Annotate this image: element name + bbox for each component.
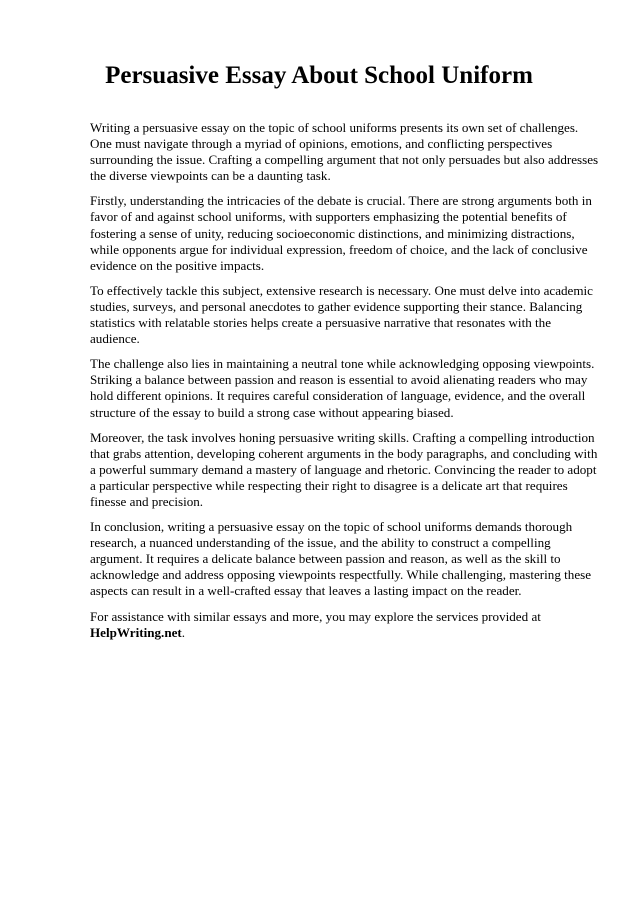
page-title: Persuasive Essay About School Uniform — [105, 62, 533, 89]
essay-body — [90, 120, 600, 650]
paragraph-intro: Writing a persuasive essay on the topic of school uniforms presents its own set of challenges. One must navigate through a myriad of opinions, emotions, and conflicting perspectives surrounding the issue. Crafting a compelling argument that not only persuades but also addresses the diverse viewpoints can be a daunting task. — [90, 120, 599, 184]
paragraph-closing — [90, 609, 600, 641]
brand-link[interactable]: HelpWriting.net — [90, 624, 182, 640]
paragraph-conclusion: In conclusion, writing a persuasive essay on the topic of school uniforms demands thorough research, a nuanced understanding of the issue, and the ability to construct a compelling argument. It requires a delicate balance between passion and reason, as well as the skill to acknowledge and address opposing viewpoints respectfully. While challenging, mastering these aspects can result in a well-crafted essay that leaves a lasting impact on the reader. — [90, 519, 592, 599]
paragraph-skills: Moreover, the task involves honing persuasive writing skills. Crafting a compelling introduction that grabs attention, developing coherent arguments in the body paragraphs, and concluding with a powerful summary demand a mastery of language and rhetoric. Convincing the reader to adopt a particular perspective while respecting their right to disagree is a delicate art that requires finesse and precision. — [90, 429, 598, 509]
paragraph-tone: The challenge also lies in maintaining a neutral tone while acknowledging opposing viewpoints. Striking a balance between passion and reason is essential to avoid alienating readers who may hold different opinions. It requires careful consideration of language, evidence, and the overall structure of the essay to build a strong case without appearing biased. — [90, 356, 595, 420]
paragraph-research: To effectively tackle this subject, extensive research is necessary. One must delve into academic studies, surveys, and personal anecdotes to gather evidence supporting their stance. Balancing statistics with relatable stories helps create a persuasive narrative that resonates with the audience. — [90, 282, 593, 347]
brand-suffix: . — [181, 624, 186, 640]
closing-text: For assistance with similar essays and more, you may explore the services provided at — [90, 608, 541, 624]
paragraph-debate: Firstly, understanding the intricacies of the debate is crucial. There are strong arguments both in favor of and against school uniforms, with supporters emphasizing the potential benefits of fostering a sense of unity, reducing socioeconomic distinctions, and minimizing distractions, while opponents argue for individual expression, freedom of choice, and the lack of conclusive evidence on the positive impacts. — [90, 193, 592, 273]
